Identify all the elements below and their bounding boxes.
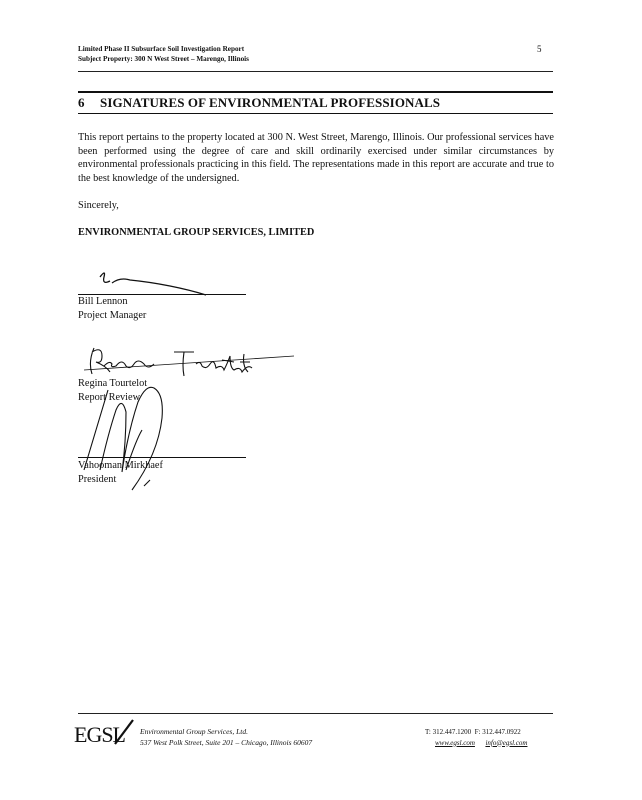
header-subject-property: Subject Property: 300 N West Street – Marengo, Illinois: [78, 55, 249, 63]
company-name: ENVIRONMENTAL GROUP SERVICES, LIMITED: [78, 227, 315, 238]
signatory-title: President: [78, 473, 117, 485]
company-logo: EGSL: [74, 722, 125, 747]
footer-email-link[interactable]: info@egsl.com: [485, 738, 528, 747]
footer-divider: [78, 713, 553, 714]
footer-company-block: [140, 727, 312, 748]
signatory-title: Report Review: [78, 391, 141, 403]
logo-swoosh-icon: [113, 718, 135, 748]
closing-salutation: Sincerely,: [78, 200, 119, 211]
signature-line-3: [78, 457, 246, 458]
signatory-name: Vahooman Mirkhaef: [78, 460, 163, 471]
footer-fax: F: 312.447.0922: [474, 728, 521, 736]
header-report-title: Limited Phase II Subsurface Soil Investigation Report: [78, 45, 245, 53]
signatory-3: [78, 459, 163, 486]
page-number: 5: [537, 44, 542, 54]
signatory-title: Project Manager: [78, 309, 147, 321]
body-paragraph: This report pertains to the property located at 300 N. West Street, Marengo, Illinois. Our professional services have been performed using the degree of care and skill ordinarily exercised under similar circumstances by environmental professionals practicing in this field. The representations made in this report are accurate and true to the best knowledge of the undersigned.: [78, 132, 554, 184]
footer-address: 537 West Polk Street, Suite 201 – Chicago, Illinois 60607: [140, 737, 313, 747]
signatory-name: Bill Lennon: [78, 296, 128, 307]
footer-website-link[interactable]: www.egsl.com: [435, 738, 475, 747]
section-title: SIGNATURES OF ENVIRONMENTAL PROFESSIONALS: [100, 95, 441, 110]
footer-company-name: Environmental Group Services, Ltd.: [140, 727, 248, 736]
footer-contact-block: [425, 727, 527, 748]
signatory-name: Regina Tourtelot: [78, 378, 148, 389]
section-number: 6: [78, 95, 85, 110]
footer-phone: T: 312.447.1200: [425, 728, 472, 736]
